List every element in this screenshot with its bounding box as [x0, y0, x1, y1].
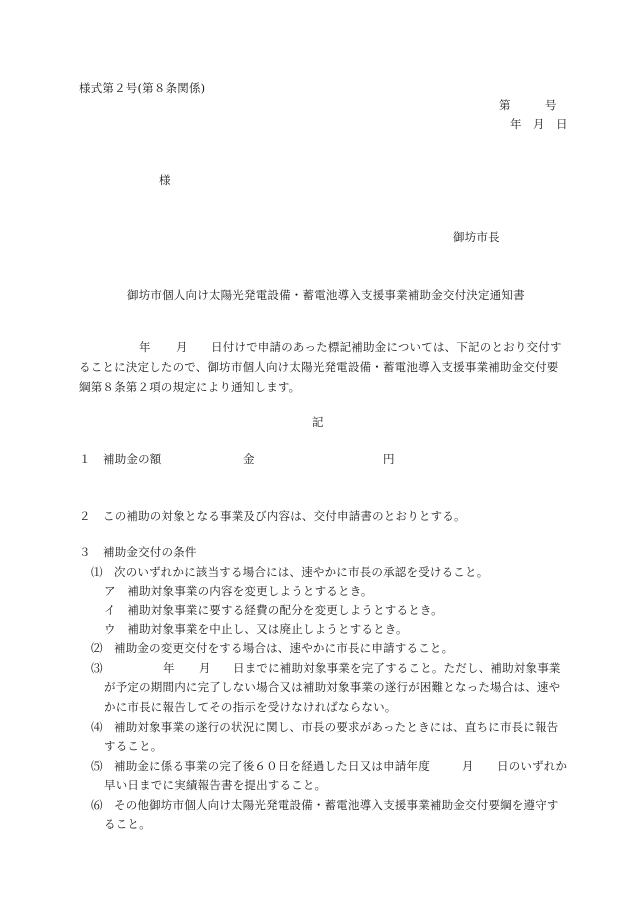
condition-1-a: ア 補助対象事業の内容を変更しようとするとき。	[104, 584, 373, 598]
condition-3-month-label: 月	[199, 661, 211, 675]
condition-6-line-1: その他御坊市個人向け太陽光発電設備・蓄電池導入支援事業補助金交付要綱を遵守す	[114, 798, 559, 812]
date-month: 月	[533, 117, 545, 131]
item-2-number: ２	[79, 509, 91, 523]
body-line-3: 綱第８条第２項の規定により通知します。	[79, 380, 301, 394]
body-year-label: 年	[139, 340, 151, 354]
recipient-honorific: 様	[159, 173, 171, 187]
date-day: 日	[556, 117, 568, 131]
condition-2-number: ⑵	[91, 641, 103, 655]
item-3-number: ３	[79, 545, 91, 559]
condition-3-number: ⑶	[91, 661, 103, 675]
condition-1-number: ⑴	[91, 565, 103, 579]
condition-3-line-2: が予定の期間内に完了しない場合又は補助対象事業の遂行が困難となった場合は、速や	[104, 680, 561, 694]
condition-3-line-3: かに市長に報告してその指示を受けなければならない。	[104, 700, 397, 714]
document-number-go: 号	[545, 98, 557, 112]
condition-5-line-2: 早い日までに実績報告書を提出すること。	[104, 778, 327, 792]
condition-6-number: ⑹	[91, 798, 103, 812]
item-3-label: 補助金交付の条件	[103, 545, 197, 559]
body-month-label: 月	[176, 340, 188, 354]
condition-3-year-label: 年	[163, 661, 175, 675]
item-1-kin: 金	[243, 452, 255, 466]
item-2-text: この補助の対象となる事業及び内容は、交付申請書のとおりとする。	[103, 509, 466, 523]
condition-4-number: ⑷	[91, 720, 103, 734]
document-number-dai: 第	[499, 98, 511, 112]
body-line-2: ることに決定したので、御坊市個人向け太陽光発電設備・蓄電池導入支援事業補助金交付要	[79, 360, 559, 374]
condition-1-text: 次のいずれかに該当する場合には、速やかに市長の承認を受けること。	[114, 565, 489, 579]
form-label: 様式第２号(第８条関係)	[79, 81, 206, 95]
condition-5-line-1a: 補助金に係る事業の完了後６０日を経過した日又は申請年度	[114, 759, 430, 773]
sender-name: 御坊市長	[453, 230, 500, 244]
body-line-1: 日付けで申請のあった標記補助金については、下記のとおり交付す	[211, 340, 562, 354]
condition-2-text: 補助金の変更交付をする場合は、速やかに市長に申請すること。	[114, 641, 454, 655]
condition-4-line-1: 補助対象事業の遂行の状況に関し、市長の要求があったときには、直ちに市長に報告	[114, 720, 559, 734]
condition-5-month-label: 月	[462, 759, 474, 773]
item-1-label: 補助金の額	[103, 452, 162, 466]
condition-5-number: ⑸	[91, 759, 103, 773]
condition-4-line-2: すること。	[104, 739, 163, 753]
condition-6-line-2: ること。	[104, 817, 151, 831]
condition-1-u: ウ 補助対象事業を中止し、又は廃止しようとするとき。	[104, 622, 408, 636]
item-1-number: １	[79, 452, 91, 466]
condition-1-i: イ 補助対象事業に要する経費の配分を変更しようとするとき。	[104, 603, 443, 617]
item-1-yen: 円	[383, 452, 395, 466]
ki-heading: 記	[312, 415, 324, 429]
condition-3-line-1: 日までに補助対象事業を完了すること。ただし、補助対象事業	[233, 661, 561, 675]
document-title: 御坊市個人向け太陽光発電設備・蓄電池導入支援事業補助金交付決定通知書	[127, 288, 525, 302]
condition-5-line-1b: 日のいずれか	[497, 759, 568, 773]
date-year: 年	[510, 117, 522, 131]
